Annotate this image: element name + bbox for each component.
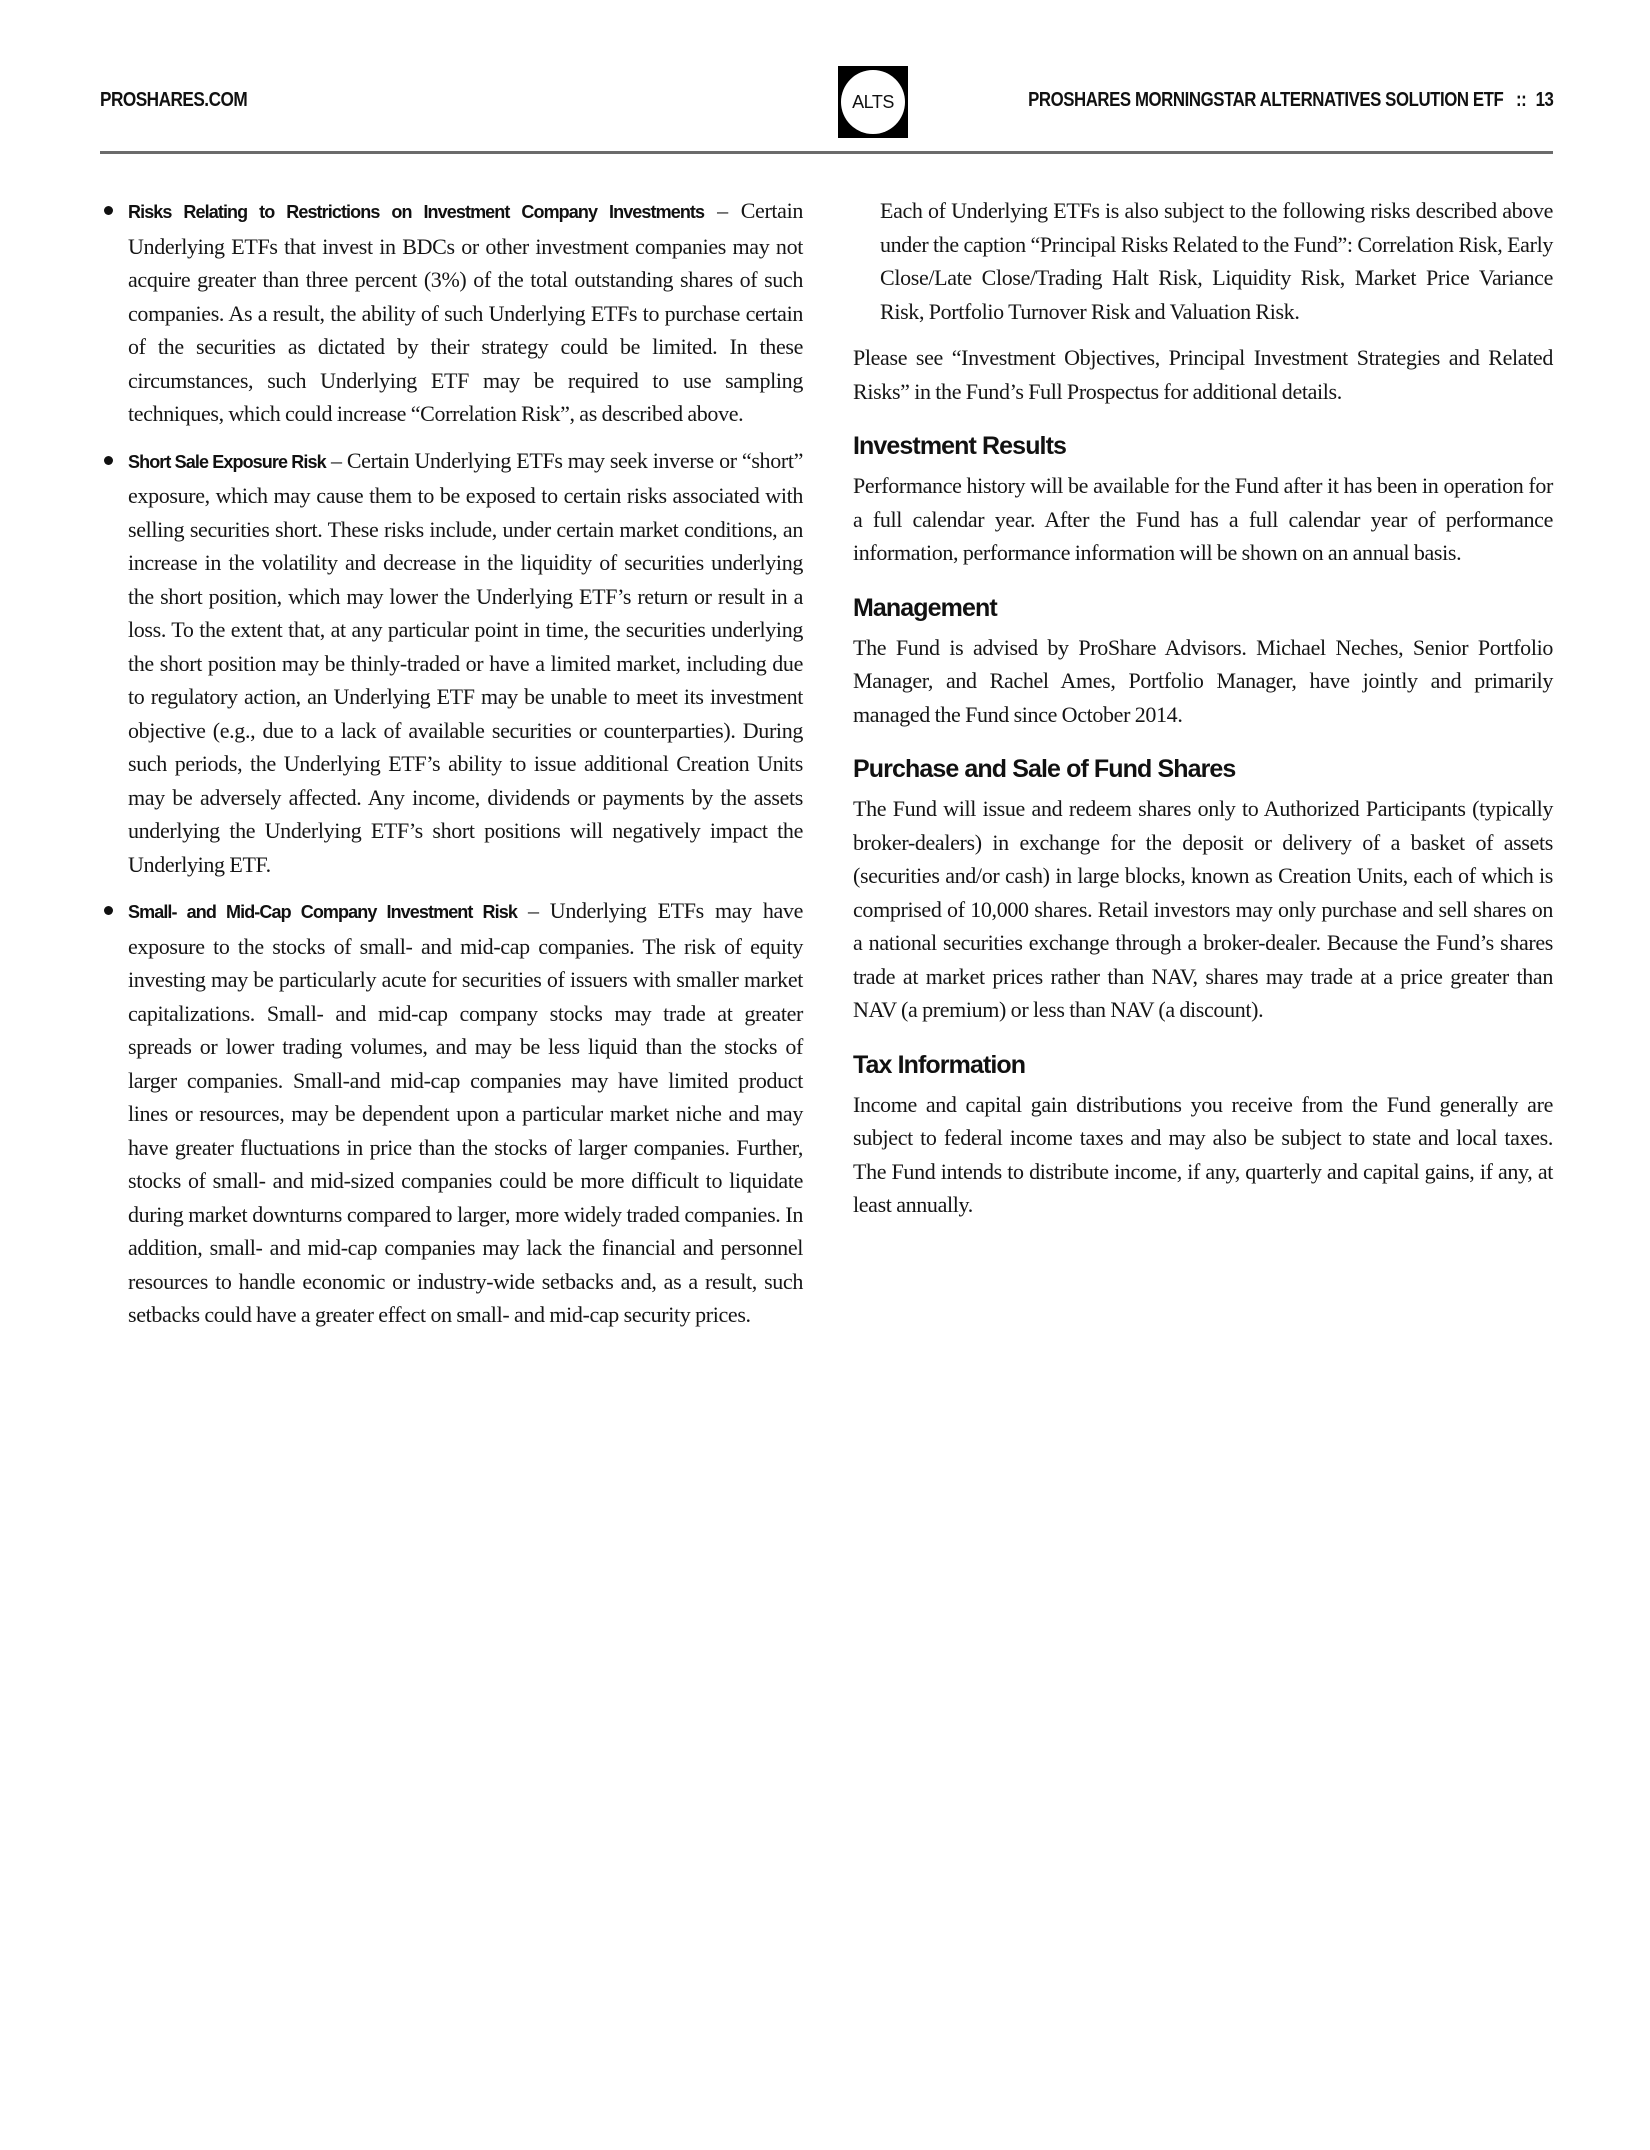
purchase-sale-text: The Fund will issue and redeem shares only to Authorized Participants (typically broker-dealers) in exchange for the deposit or delivery of a basket of assets (securities and/or cash) in large blocks, known as Creation Units, each of which is comprised of 10,000 shares. Retail investors may only purchase and sell shares on a national securities exchange through a broker-dealer. Because the Fund’s shares trade at market prices rather than NAV, shares may trade at a price greater than NAV (a premium) or less than NAV (a discount). [853,796,1553,1022]
page-number: 13 [1535,89,1553,111]
risk-description: Certain Underlying ETFs may seek inverse or “short” exposure, which may cause them to be exposed to certain risks associated with selling securities short. These risks include, under certain market conditions, an increase in the volatility and decrease in the liquidity of securities underlying the short position, which may lower the Underlying ETF’s return or result in a loss. To the extent that, at any particular point in time, the securities underlying the short position may be thinly-traded or have a limited market, including due to regulatory action, an Underlying ETF may be unable to meet its investment objective (e.g., due to a lack of available securities or counterparties). During such periods, the Underlying ETF’s ability to issue additional Creation Units may be adversely affected. Any income, dividends or payments by the assets underlying the Underlying ETF’s short positions will negatively impact the Underlying ETF. [128,447,803,877]
investment-results-text: Performance history will be available for the Fund after it has been in operation for a full calendar year. After the Fund has a full calendar year of performance information, performance information will be shown on an annual basis. [853,473,1553,565]
section-heading-investment-results: Investment Results [853,432,1067,460]
section-heading-purchase-sale: Purchase and Sale of Fund Shares [853,755,1236,783]
bullet-icon [104,456,113,465]
risk-title: Small- and Mid-Cap Company Investment Risk [128,902,517,922]
document-title: PROSHARES MORNINGSTAR ALTERNATIVES SOLUTION ETF [1027,89,1503,111]
header-divider [100,151,1553,154]
risk-title: Short Sale Exposure Risk [128,451,326,472]
risk-description: Certain Underlying ETFs that invest in BDCs or other investment companies may not acquire greater than three percent (3%) of the total outstanding shares of such companies. As a result, the ability of such Underlying ETFs to purchase certain of the securities as dictated by their strategy could be limited. In these circumstances, such Underlying ETF may be required to use sampling techniques, which could increase “Correlation Risk”, as described above. [128,198,804,426]
left-column [100,194,803,1345]
risk-title: Risks Relating to Restrictions on Investment Company Investments [128,202,705,222]
em-dash: – [516,898,550,923]
bullet-icon [104,906,113,915]
see-prospectus-paragraph: Please see “Investment Objectives, Principal Investment Strategies and Related Risks” in the Fund’s Full Prospectus for additional details. [853,345,1553,404]
em-dash: – [704,198,741,223]
underlying-risks-paragraph: Each of Underlying ETFs is also subject to the following risks described above under the caption “Principal Risks Related to the Fund”: Correlation Risk, Early Close/Late Close/Trading Halt Risk, Liquidity Risk, Market Price Variance Risk, Portfolio Turnover Risk and Valuation Risk. [880,198,1553,324]
risk-bullet [100,894,803,1332]
em-dash: – [325,447,347,473]
risk-description: Underlying ETFs may have exposure to the stocks of small- and mid-cap companies. The risk of equity investing may be particularly acute for securities of issuers with smaller market capitalizations. Small- and mid-cap company stocks may trade at greater spreads or lower trading volumes, and may be less liquid than the stocks of larger companies. Small-and mid-cap companies may have limited product lines or resources, may be dependent upon a particular market niche and may have greater fluctuations in price than the stocks of larger companies. Further, stocks of small- and mid-sized companies could be more difficult to liquidate during market downturns compared to larger, more widely traded companies. In addition, small- and mid-cap companies may lack the financial and personnel resources to handle economic or industry-wide setbacks and, as a result, such setbacks could have a greater effect on small- and mid-cap security prices. [128,898,803,1327]
bullet-icon [104,206,113,215]
risk-bullet [100,194,803,431]
section-heading-management: Management [853,593,997,622]
alts-badge-icon [838,66,908,138]
section-heading-tax-information: Tax Information [853,1050,1026,1079]
tax-information-text: Income and capital gain distributions you receive from the Fund generally are subject to federal income taxes and may also be subject to state and local taxes. The Fund intends to distribute income, if any, quarterly and capital gains, if any, at least annually. [853,1091,1553,1217]
risk-bullet [100,444,803,882]
site-name: PROSHARES.COM [100,89,248,111]
management-text: The Fund is advised by ProShare Advisors. Michael Neches, Senior Portfolio Manager, and Rachel Ames, Portfolio Manager, have jointly and primarily managed the Fund since October 2014. [853,634,1553,727]
alts-badge-label: ALTS [841,70,905,134]
right-column [853,194,1553,1222]
title-separator: :: [1515,89,1526,111]
running-title [1028,89,1553,112]
